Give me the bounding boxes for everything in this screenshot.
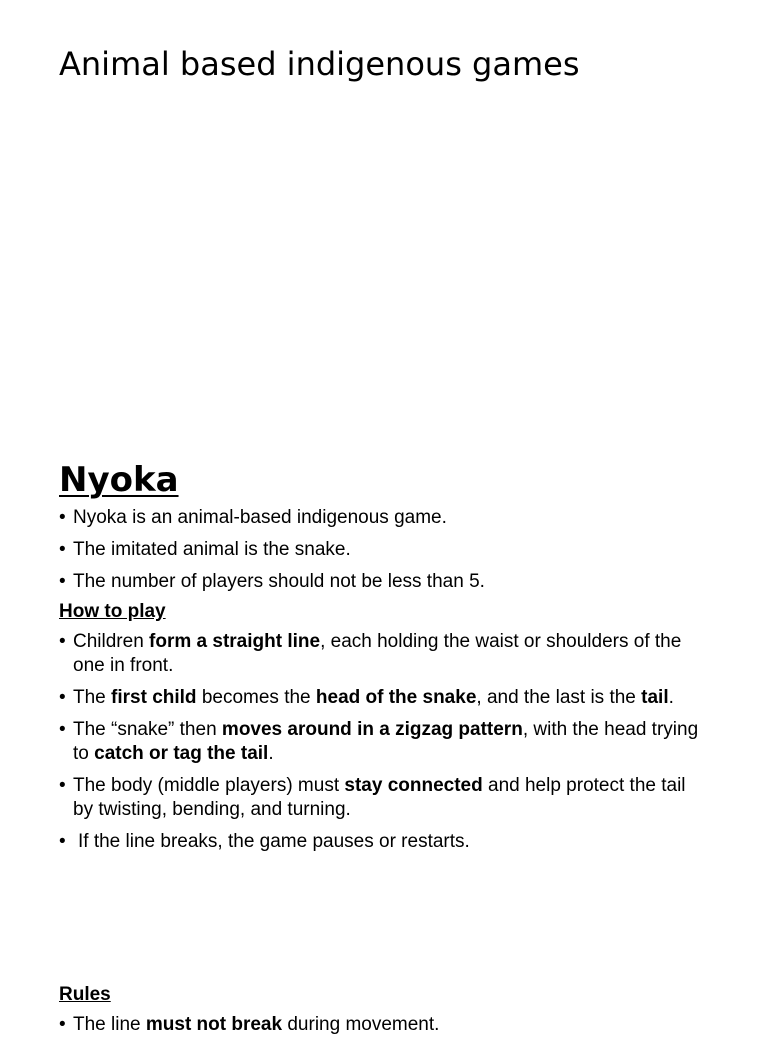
list-item	[59, 570, 709, 594]
bold-text-run: catch or tag the tail	[94, 743, 269, 764]
list-item	[59, 686, 709, 710]
list-item-text: Nyoka is an animal-based indigenous game.	[73, 507, 447, 528]
bold-text-run: form a straight line	[149, 631, 321, 652]
list-item	[59, 1013, 709, 1037]
bold-text-run: moves around in a zigzag pattern	[221, 719, 523, 740]
list-item	[59, 506, 709, 530]
text-run: becomes the	[196, 687, 316, 708]
list-item-text: The imitated animal is the snake.	[73, 539, 351, 560]
list-item	[59, 830, 709, 854]
bold-text-run: head of the snake	[315, 687, 477, 708]
how-to-play-list	[59, 630, 709, 854]
intro-list	[59, 506, 709, 594]
bold-text-run: must not break	[145, 1014, 283, 1035]
text-run: The “snake” then	[73, 719, 222, 740]
rules-list	[59, 1013, 709, 1037]
text-run: , each holding the waist or shoulders of the one in front.	[73, 631, 682, 676]
list-item	[59, 630, 709, 678]
how-to-play-heading: How to play	[59, 601, 166, 622]
text-run: during movement.	[282, 1014, 440, 1035]
bold-text-run: tail	[641, 687, 669, 708]
list-item	[59, 718, 709, 766]
text-run: , and the last is the	[476, 687, 642, 708]
list-item	[59, 774, 709, 822]
text-run: .	[268, 743, 274, 764]
text-run: and help protect the tail by twisting, bending, and turning.	[73, 775, 686, 820]
text-run: , with the head trying to	[73, 719, 699, 764]
text-run: .	[668, 687, 674, 708]
text-run: The body (middle players) must	[73, 775, 345, 796]
bold-text-run: stay connected	[344, 775, 483, 796]
rules-section	[59, 983, 709, 1045]
text-run: If the line breaks, the game pauses or restarts.	[78, 831, 470, 852]
nyoka-content	[59, 506, 709, 862]
bold-text-run: first child	[111, 687, 197, 708]
list-item	[59, 538, 709, 562]
text-run: The line	[73, 1014, 146, 1035]
section-heading-nyoka: Nyoka	[59, 460, 179, 500]
rules-heading: Rules	[59, 984, 111, 1005]
text-run: Children	[73, 631, 150, 652]
document-title: Animal based indigenous games	[59, 45, 580, 83]
text-run: The	[73, 687, 112, 708]
list-item-text: The number of players should not be less than 5.	[73, 571, 485, 592]
